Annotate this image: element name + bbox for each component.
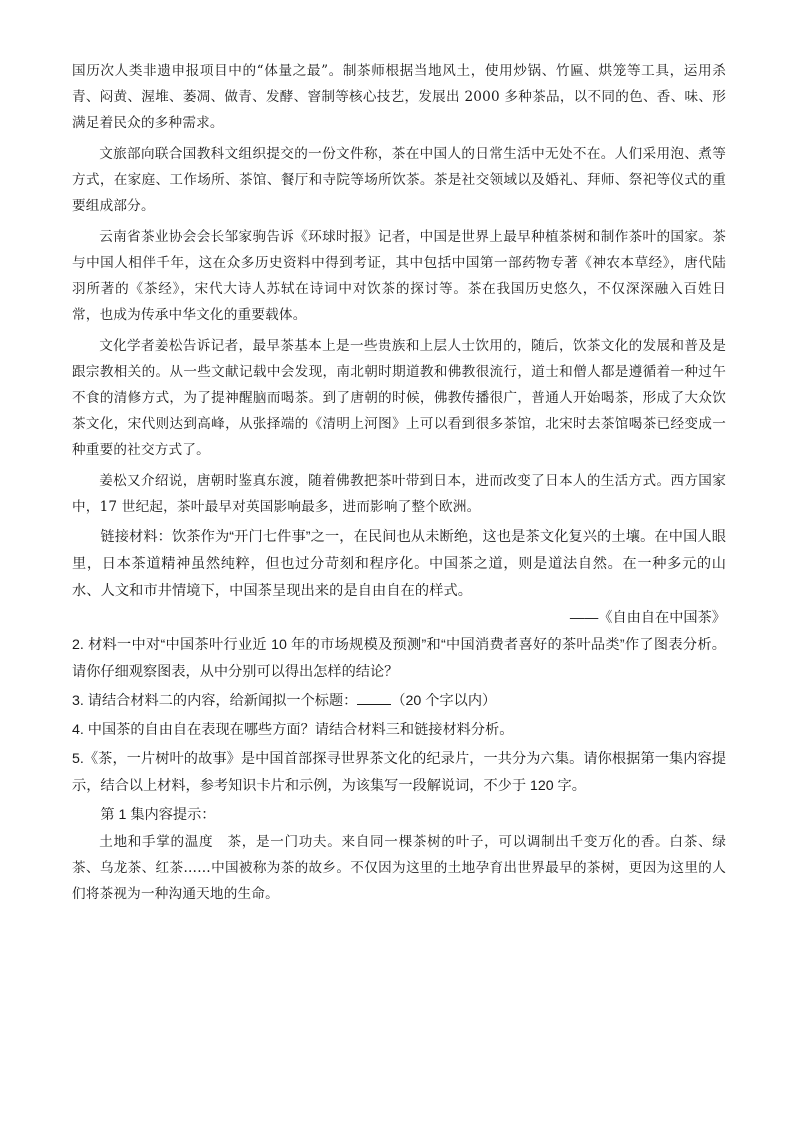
- question-3-text: 3. 请结合材料二的内容，给新闻拟一个标题：: [72, 693, 358, 709]
- answer-blank: [357, 690, 391, 705]
- material-three-paragraph-4: 文化学者姜松告诉记者，最早茶基本上是一些贵族和上层人士饮用的，随后，饮茶文化的发展和普及是跟宗教相关的。从一些文献记载中会发现，南北朝时期道教和佛教很流行，道士和僧人都是遵循着一种过午不食的清修方式，为了提神醒脑而喝茶。到了唐朝的时候，佛教传播很广，普通人开始喝茶，形成了大众饮茶文化，宋代则达到高峰，从张择端的《清明上河图》上可以看到很多茶馆，北宋时去茶馆喝茶已经变成一种重要的社交方式了。: [72, 338, 726, 458]
- link-material-source: ——《自由自在中国茶》: [569, 610, 726, 626]
- material-three-paragraph-2: 文旅部向联合国教科文组织提交的一份文件称，茶在中国人的日常生活中无处不在。人们采用泡、煮等方式，在家庭、工作场所、茶馆、餐厅和寺院等场所饮茶。茶是社交领域以及婚礼、拜师、祭祀等仪式的重要组成部分。: [72, 146, 726, 214]
- link-material-paragraph: 链接材料：饮茶作为“开门七件事”之一，在民间也从未断绝，这也是茶文化复兴的土壤。在中国人眼里，日本茶道精神虽然纯粹，但也过分苛刻和程序化。中国茶之道，则是道法自然。在一种多元的山水、人文和市井情境下，中国茶呈现出来的是自由自在的样式。: [72, 529, 726, 599]
- document-page: [72, 58, 726, 907]
- question-2: 2. 材料一中对“中国茶叶行业近 10 年的市场规模及预测”和“中国消费者喜好的茶叶品类”作了图表分析。请你仔细观察图表，从中分别可以得出怎样的结论？: [72, 637, 726, 680]
- question-5: 5.《茶，一片树叶的故事》是中国首部探寻世界茶文化的纪录片，一共分为六集。请你根据第一集内容提示，结合以上材料，参考知识卡片和示例，为该集写一段解说词，不少于 120 字。: [72, 751, 726, 794]
- question-3: [72, 688, 726, 715]
- episode-hint-text: 土地和手掌的温度 茶，是一门功夫。来自同一棵茶树的叶子，可以调制出千变万化的香。白茶、绿茶、乌龙茶、红茶……中国被称为茶的故乡。不仅因为这里的土地孕育出世界最早的茶树，更因为这里的人们将茶视为一种沟通天地的生命。: [72, 834, 726, 902]
- material-three-paragraph-1: 国历次人类非遗申报项目中的“体量之最”。制茶师根据当地风土，使用炒锅、竹匾、烘笼等工具，运用杀青、闷黄、渥堆、萎凋、做青、发酵、窨制等核心技艺，发展出 2000 多种茶品，以不同的色、香、味、形满足着民众的多种需求。: [72, 63, 726, 131]
- material-three-paragraph-5: 姜松又介绍说，唐朝时鉴真东渡，随着佛教把茶叶带到日本，进而改变了日本人的生活方式。西方国家中，17 世纪起，茶叶最早对英国影响最多，进而影响了整个欧洲。: [72, 473, 726, 515]
- question-3-limit: （20 个字以内）: [391, 693, 497, 709]
- episode-hint-label: 第 1 集内容提示：: [100, 807, 216, 823]
- material-three-paragraph-3: 云南省茶业协会会长邹家驹告诉《环球时报》记者，中国是世界上最早种植茶树和制作茶叶的国家。茶与中国人相伴千年，这在众多历史资料中得到考证，其中包括中国第一部药物专著《神农本草经》，唐代陆羽所著的《茶经》，宋代大诗人苏轼在诗词中对饮茶的探讨等。茶在我国历史悠久，不仅深深融入百姓日常，也成为传承中华文化的重要载体。: [72, 229, 726, 323]
- question-4: 4. 中国茶的自由自在表现在哪些方面？请结合材料三和链接材料分析。: [72, 722, 514, 738]
